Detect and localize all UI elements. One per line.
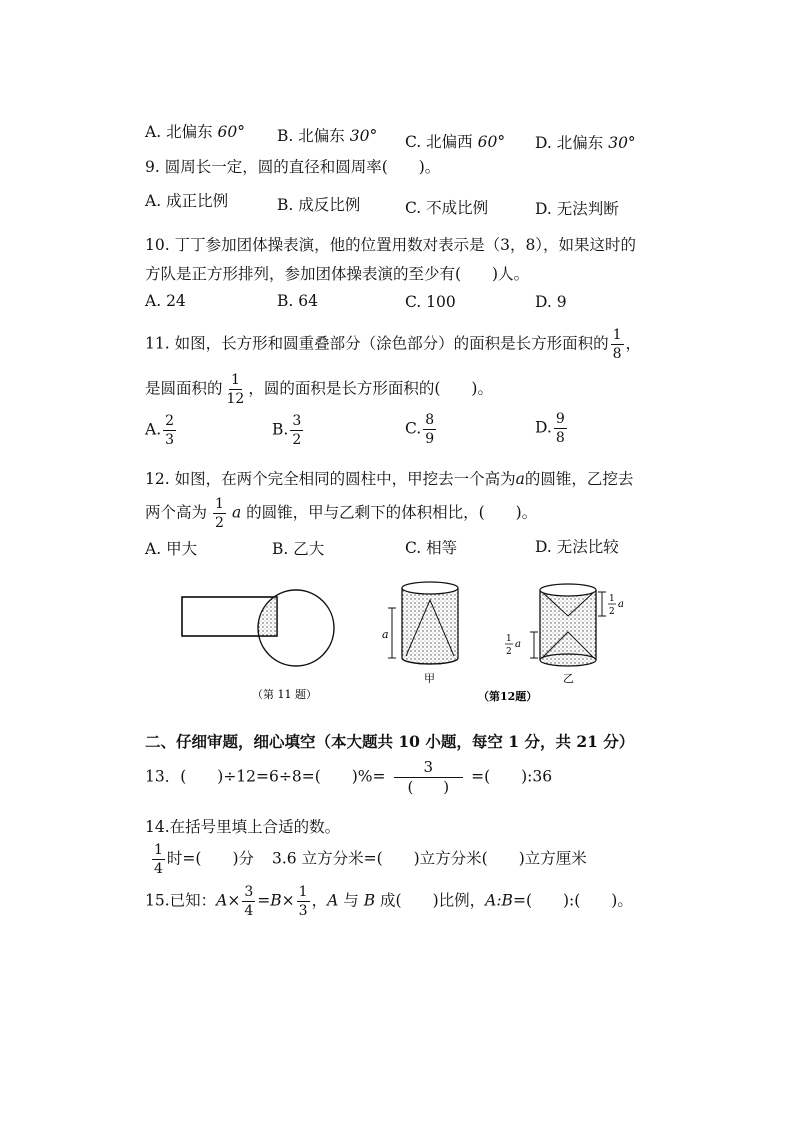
fraction-numerator: 3	[292, 413, 302, 429]
option-letter: B.	[272, 420, 289, 439]
option-fraction	[423, 413, 436, 446]
fraction-numerator: 1	[298, 884, 308, 900]
q12-line2-b: 的圆锥，甲与乙剩下的体积相比，( )。	[246, 503, 538, 522]
option-letter: C.	[405, 199, 422, 217]
q15-comma: ，	[311, 891, 328, 910]
option-letter: A.	[145, 540, 162, 558]
q15-fraction-one-third	[297, 885, 310, 918]
option-text: 北偏东	[166, 123, 213, 141]
fig12-yi-top-den: 2	[609, 607, 615, 617]
q11-line2-end: ，圆的面积是长方形面积的( )。	[248, 379, 493, 398]
fraction-numerator: 1	[154, 842, 163, 858]
fraction-denominator: 2	[215, 515, 224, 531]
q12-option-c	[405, 536, 457, 558]
fraction-denominator: 12	[226, 391, 245, 407]
q15-var-a: A	[327, 891, 339, 910]
q11-line1-text: 11. 如图，长方形和圆重叠部分（涂色部分）的面积是长方形面积的	[145, 334, 609, 353]
q9-option-d	[535, 197, 619, 219]
fraction-numerator: 3	[244, 884, 254, 900]
option-letter: D.	[535, 200, 552, 218]
option-text: 甲大	[166, 540, 198, 558]
fraction-denominator: 3	[298, 903, 308, 919]
q10-option-d	[535, 293, 567, 311]
q11-fraction-one-twelfth	[225, 373, 247, 406]
option-text: 成正比例	[166, 192, 229, 210]
option-letter: D.	[535, 538, 552, 556]
q12-option-b	[272, 537, 324, 559]
q12-var-a: a	[515, 470, 525, 488]
q15-var-b: B	[363, 891, 376, 910]
q10-line1: 10. 丁丁参加团体操表演，他的位置用数对表示是（3，8），如果这时的	[145, 236, 637, 254]
fraction-numerator: 2	[165, 413, 175, 429]
option-text: 无法比较	[556, 538, 619, 556]
q15-end: =( ):( )。	[512, 891, 633, 910]
q11-option-a	[145, 414, 178, 447]
fraction-numerator: 9	[555, 411, 565, 427]
q11-option-c	[405, 413, 438, 446]
q11-line1	[145, 328, 641, 361]
q15-and: 与	[343, 891, 359, 910]
fig12-yi-label: 乙	[563, 672, 574, 685]
option-text: 100	[426, 293, 456, 311]
option-text: 相等	[426, 539, 458, 557]
q11-fraction-one-eighth	[611, 328, 624, 361]
q15-fraction-three-quarters	[242, 885, 255, 918]
option-fraction	[163, 414, 176, 447]
fraction-denominator: 8	[555, 430, 565, 446]
q12-option-a	[145, 537, 197, 559]
q12-line1-b: 的圆锥，乙挖去	[524, 470, 634, 488]
option-letter: B.	[277, 292, 294, 310]
fig12-yi-cylinder	[505, 584, 624, 685]
option-letter: B.	[277, 196, 294, 214]
figures-area	[170, 570, 670, 720]
option-letter: A.	[145, 192, 162, 210]
q12-option-d	[535, 535, 619, 557]
fraction-numerator: 1	[215, 496, 224, 512]
option-text: 24	[166, 292, 186, 310]
option-letter: C.	[405, 539, 422, 557]
fig12-jia-label: 甲	[424, 672, 435, 685]
q10-option-b	[277, 292, 318, 310]
q10-option-a	[145, 292, 186, 310]
q8-option-a	[145, 120, 245, 142]
q12-line1	[145, 467, 633, 489]
option-text: 乙大	[293, 540, 325, 558]
q11-option-b	[272, 414, 305, 447]
fraction-denominator: 8	[612, 346, 622, 362]
q9-option-b	[277, 193, 360, 215]
q14-part2: 3.6 立方分米=( )立方分米( )立方厘米	[272, 849, 587, 868]
q10-option-c	[405, 293, 456, 311]
option-degree: 60°	[217, 123, 245, 141]
option-fraction	[290, 414, 303, 447]
option-letter: D.	[535, 134, 552, 152]
q15-proportion: 成( )比例，	[380, 891, 486, 910]
q9-stem: 9. 圆周长一定，圆的直径和圆周率( )。	[145, 158, 441, 176]
q13	[145, 760, 552, 795]
q14-part1: 时=( )分	[166, 849, 255, 868]
option-letter: C.	[405, 293, 422, 311]
option-letter: D.	[535, 418, 552, 437]
q8-option-d	[535, 131, 636, 153]
fraction-denominator: 4	[244, 903, 254, 919]
option-text: 9	[556, 293, 567, 311]
fraction-numerator: 1	[612, 327, 622, 343]
option-letter: C.	[405, 133, 422, 151]
fig12-jia-cylinder	[382, 582, 458, 685]
option-letter: A.	[145, 123, 162, 141]
q14-fraction-quarter	[152, 843, 165, 876]
fig12-yi-bottom-den: 2	[506, 647, 512, 657]
q15-var-a: A	[216, 891, 228, 910]
q12-fraction-half	[213, 497, 226, 530]
fraction-numerator: 8	[425, 412, 435, 428]
option-text: 不成比例	[426, 199, 489, 217]
q8-option-b	[277, 124, 377, 146]
section2-title: 二、仔细审题，细心填空（本大题共 10 小题，每空 1 分，共 21 分）	[145, 732, 635, 751]
q15-var-b: B	[270, 891, 282, 910]
q11-option-d	[535, 412, 569, 445]
option-text: 北偏西	[426, 133, 473, 151]
q15-start: 15.已知：	[145, 891, 217, 910]
q15-ratio: A:B	[485, 891, 513, 910]
option-letter: B.	[277, 127, 294, 145]
option-text: 北偏东	[298, 127, 345, 145]
q11-line2-start: 是圆面积的	[145, 379, 223, 398]
q13-part2: =( ):36	[471, 767, 553, 786]
option-letter: A.	[145, 292, 162, 310]
fig11-caption: （第 11 题）	[252, 688, 317, 701]
q15-times: ×	[281, 891, 295, 910]
q8-option-c	[405, 130, 505, 152]
fraction-numerator: 1	[230, 372, 240, 388]
fig12-yi-bottom-var: a	[515, 639, 521, 650]
option-letter: D.	[535, 293, 552, 311]
q9-option-c	[405, 196, 488, 218]
option-text: 无法判断	[556, 200, 619, 218]
fig12-yi-top-var: a	[618, 599, 624, 610]
option-letter: A.	[145, 420, 162, 439]
fig11-diagram	[182, 590, 334, 701]
fraction-denominator: 4	[154, 861, 163, 877]
fraction-denominator: ( )	[407, 778, 450, 796]
q14-line	[150, 843, 587, 876]
option-degree: 30°	[608, 134, 636, 152]
fraction-denominator: 2	[292, 432, 302, 448]
fig12-caption: （第12题）	[478, 690, 538, 703]
option-degree: 60°	[477, 133, 506, 151]
fig12-yi-bottom-num: 1	[506, 634, 512, 644]
fig12-yi-top-num: 1	[609, 594, 615, 604]
option-fraction	[554, 412, 567, 445]
q15-equals: =	[257, 891, 271, 910]
q11-line2	[145, 373, 493, 406]
q10-line2: 方队是正方形排列，参加团体操表演的至少有( )人。	[145, 265, 530, 283]
q12-line2	[145, 497, 537, 530]
option-letter: C.	[405, 419, 422, 438]
fig12-jia-height-label: a	[382, 628, 389, 641]
option-text: 64	[298, 292, 318, 310]
option-text: 成反比例	[298, 196, 361, 214]
option-letter: B.	[272, 540, 289, 558]
fraction-numerator: 3	[394, 760, 464, 778]
q14-stem: 14.在括号里填上合适的数。	[145, 818, 341, 836]
q15	[145, 885, 633, 918]
fraction-denominator: 9	[425, 431, 435, 447]
option-text: 北偏东	[556, 134, 604, 152]
q9-option-a	[145, 189, 228, 211]
option-degree: 30°	[349, 127, 378, 145]
fraction-denominator: 3	[165, 432, 175, 448]
q11-line1-end: ，	[625, 334, 642, 353]
q12-line1-a: 12. 如图，在两个完全相同的圆柱中，甲挖去一个高为	[145, 470, 516, 488]
q12-var-a: a	[231, 503, 242, 522]
q13-fraction	[394, 760, 464, 795]
q12-line2-a: 两个高为	[145, 503, 208, 522]
q15-times: ×	[227, 891, 241, 910]
q13-part1: 13．( )÷12=6÷8=( )%=	[145, 767, 386, 786]
